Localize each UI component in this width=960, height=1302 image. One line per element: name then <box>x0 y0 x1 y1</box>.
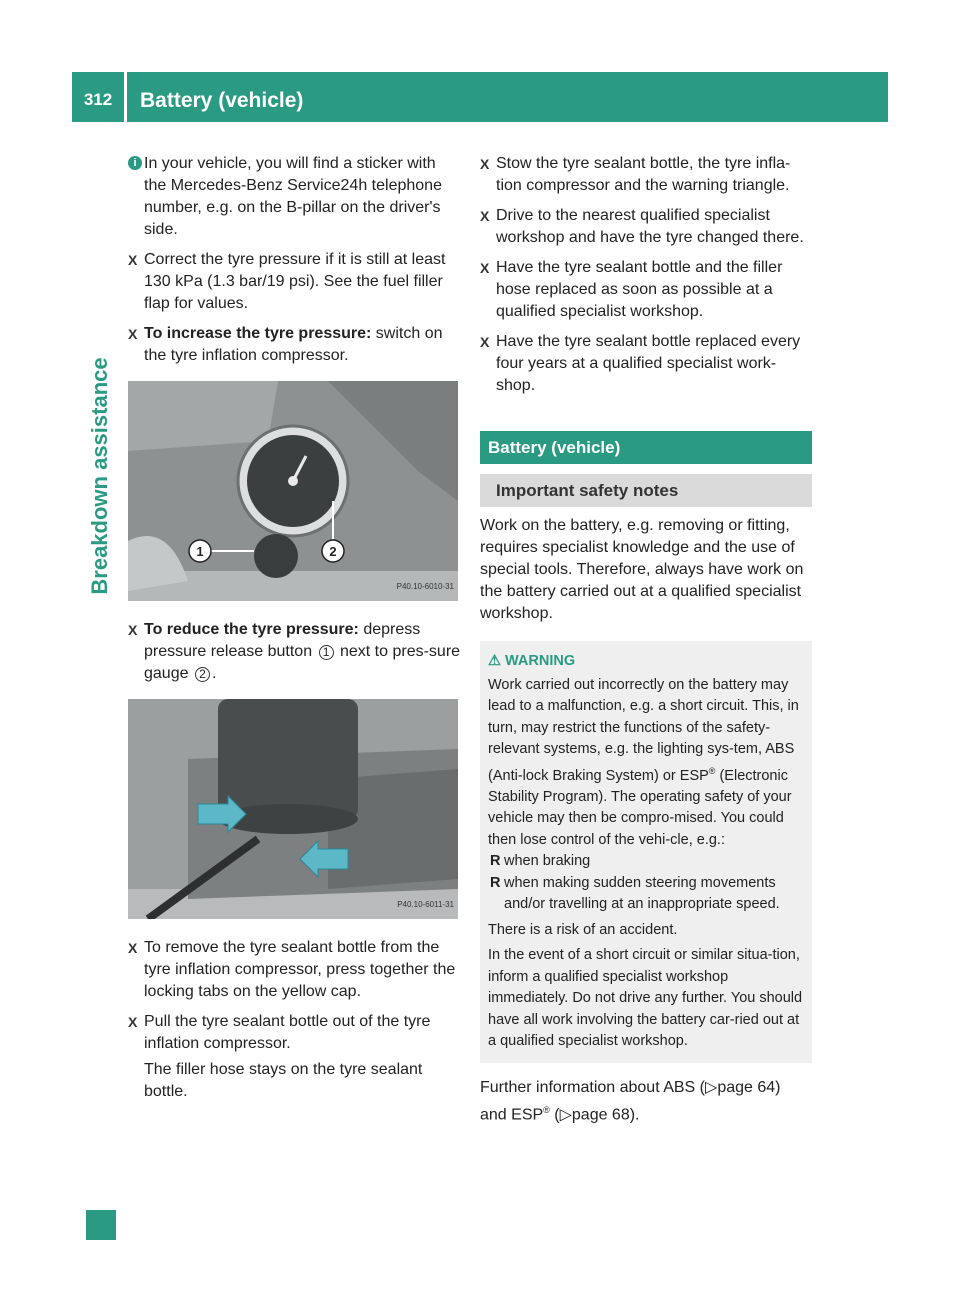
step-pull-bottle <box>128 1011 462 1055</box>
callout-ref-2: 2 <box>195 667 210 682</box>
right-column <box>480 153 812 1126</box>
step-correct-pressure <box>128 249 462 315</box>
step-increase-pressure <box>128 323 462 367</box>
page-number: 312 <box>83 90 113 109</box>
step-heading: To reduce the tyre pressure: <box>144 621 359 638</box>
compressor-gauge-figure <box>128 381 458 601</box>
step-text: Pull the tyre sealant bottle out of the tyre inflation compressor. <box>144 1013 431 1052</box>
further-info <box>480 1077 812 1126</box>
step-remove-bottle <box>128 937 462 1003</box>
left-column <box>128 153 462 1111</box>
warning-title <box>488 651 804 673</box>
page-ref-link[interactable]: page 64) <box>717 1078 781 1096</box>
svg-text:2: 2 <box>329 544 337 559</box>
registered-mark: ® <box>543 1104 550 1115</box>
warning-text: (Electronic Stability Program). The operating safety of your vehicle may then be compro-mised. You could then lose control of the vehi-cle, e.g.: <box>488 767 792 848</box>
further-text: ( <box>549 1106 560 1124</box>
warning-bullet <box>488 873 804 895</box>
step-text: depress pressure release button <box>144 621 421 660</box>
bullet-continuation: and/or travelling at an inappropriate speed. <box>504 896 780 913</box>
info-note <box>128 153 462 241</box>
warning-triangle-icon: ⚠ <box>488 653 501 669</box>
warning-box <box>480 641 812 1063</box>
sealant-bottle-illustration <box>128 699 458 919</box>
bullet-text: when braking <box>504 853 591 870</box>
step-text: next to pres-sure gauge <box>144 643 461 682</box>
step-arrow-icon: X <box>128 326 138 342</box>
page-ref-icon: ▷ <box>559 1106 572 1124</box>
step-note: The filler hose stays on the tyre sealant bottle. <box>144 1061 423 1100</box>
subsection-heading: Important safety notes <box>480 474 812 507</box>
figure-code: P40.10-6010-31 <box>396 582 454 591</box>
step-text: switch on the tyre inflation compressor. <box>144 325 443 364</box>
warning-paragraph: In the event of a short circuit or similar situa-tion, inform a qualified specialist workshop immediately. Do not drive any further. You should have all work involving the battery car-ried out at a qualified specialist workshop. <box>488 947 803 1050</box>
step-text: Correct the tyre pressure if it is still at least 130 kPa (1.3 bar/19 psi). See the fuel filler flap for values. <box>144 251 446 312</box>
figure-code: P40.10-6011-31 <box>397 900 454 909</box>
step-text: Stow the tyre sealant bottle, the tyre infla-tion compressor and the warning triangle. <box>496 155 791 194</box>
step-replace-hose <box>480 257 812 323</box>
step-stow <box>480 153 812 197</box>
compressor-gauge-illustration <box>128 381 458 601</box>
intro-paragraph: Work on the battery, e.g. removing or fitting, requires specialist knowledge and the use of special tools. Therefore, always have work on the battery carried out at a qualified specialist workshop. <box>480 517 804 622</box>
further-text: Further information about ABS ( <box>480 1078 705 1096</box>
page-title: Battery (vehicle) <box>140 89 304 112</box>
step-arrow-icon: X <box>480 260 490 276</box>
side-chapter-label: Breakdown assistance <box>87 357 112 595</box>
step-arrow-icon: X <box>480 334 490 350</box>
bullet-icon: R <box>490 853 501 870</box>
step-text: Have the tyre sealant bottle and the filler hose replaced as soon as possible at a qualified specialist workshop. <box>496 259 783 320</box>
warning-title-text: WARNING <box>505 653 576 669</box>
header-separator <box>124 72 127 122</box>
step-arrow-icon: X <box>480 208 490 224</box>
svg-text:1: 1 <box>196 544 204 559</box>
step-text: . <box>211 665 217 682</box>
bullet-text: when making sudden steering movements <box>504 874 776 891</box>
warning-paragraph <box>488 675 804 852</box>
page-ref-icon: ▷ <box>705 1078 718 1096</box>
bullet-icon: R <box>490 874 501 891</box>
info-text: In your vehicle, you will find a sticker with the Mercedes-Benz Service24h telephone number, e.g. on the B-pillar on the driver's side. <box>144 155 442 238</box>
warning-text: Work carried out incorrectly on the battery may lead to a malfunction, e.g. a short circuit. This, in turn, may restrict the functions of the safety-relevant systems, e.g. the lighting sys-tem, ABS (Anti-lock Braking System) or ESP <box>488 676 799 784</box>
section-heading: Battery (vehicle) <box>480 431 812 464</box>
further-text: and ESP <box>480 1106 544 1124</box>
step-arrow-icon: X <box>128 1014 138 1030</box>
step-arrow-icon: X <box>128 252 138 268</box>
step-text: To remove the tyre sealant bottle from the tyre inflation compressor, press together the locking tabs on the yellow cap. <box>144 939 456 1000</box>
step-replace-bottle <box>480 331 812 397</box>
step-drive-workshop <box>480 205 812 249</box>
page-ref-link[interactable]: page 68). <box>571 1106 640 1124</box>
step-text: Have the tyre sealant bottle replaced every four years at a qualified specialist work-shop. <box>496 333 801 394</box>
step-arrow-icon: X <box>128 940 138 956</box>
step-arrow-icon: X <box>480 156 490 172</box>
step-heading: To increase the tyre pressure: <box>144 325 372 342</box>
warning-paragraph: There is a risk of an accident. <box>488 921 678 938</box>
warning-bullet <box>488 851 804 873</box>
info-icon: i <box>128 156 142 170</box>
step-text: Drive to the nearest qualified specialist workshop and have the tyre changed there. <box>496 207 804 246</box>
side-chapter-block <box>86 1210 116 1240</box>
callout-ref-1: 1 <box>319 645 334 660</box>
sealant-bottle-figure <box>128 699 458 919</box>
step-arrow-icon: X <box>128 622 138 638</box>
registered-mark: ® <box>708 765 716 776</box>
step-reduce-pressure <box>128 619 462 685</box>
